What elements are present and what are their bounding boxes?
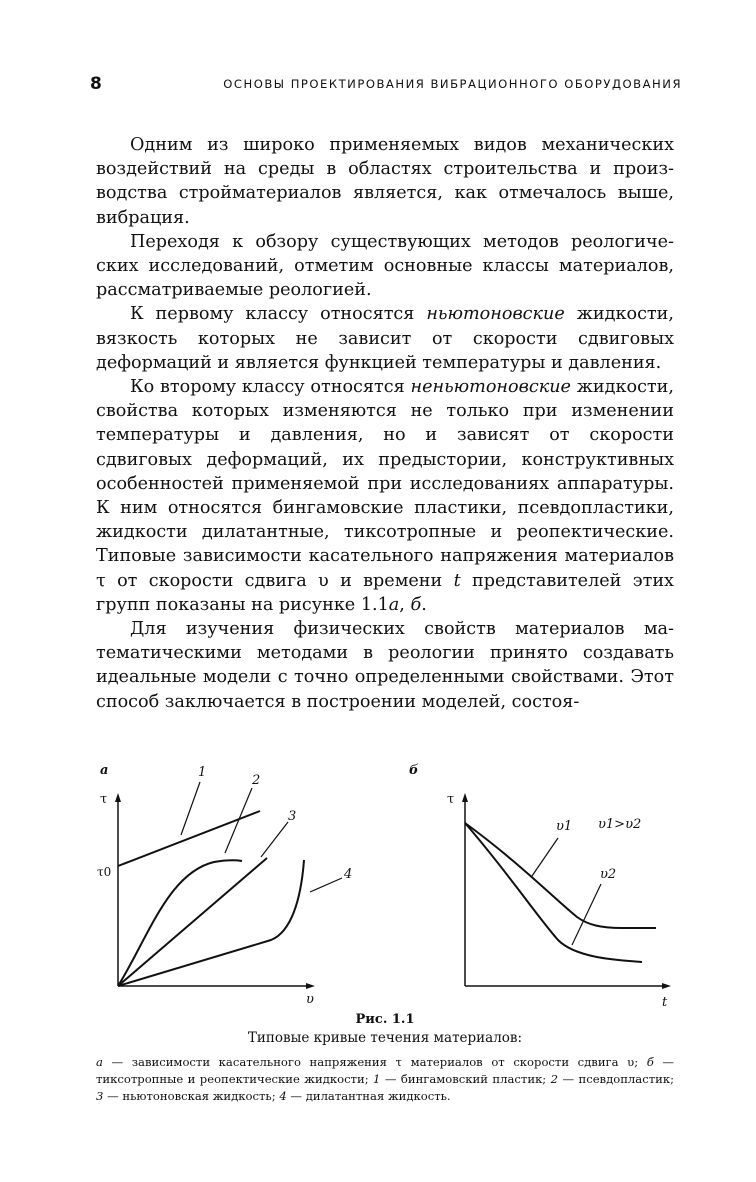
curve-2-label: 2 xyxy=(252,773,261,788)
figure-ref-b: б xyxy=(410,594,422,615)
figure-ref-separator: , xyxy=(399,594,411,615)
leader-3 xyxy=(261,822,288,857)
leader-4 xyxy=(310,878,342,892)
panel-b-label: б xyxy=(409,763,419,778)
curve-1-label: 1 xyxy=(198,765,207,780)
panel-b-y-label: τ xyxy=(447,792,455,807)
panel-a-y-label: τ xyxy=(100,792,108,807)
figure-number: Рис. 1.1 xyxy=(355,1012,415,1027)
legend-4-text: — дилатантная жидкость. xyxy=(286,1089,451,1103)
page-header xyxy=(90,74,682,98)
panel-b-leaders xyxy=(532,838,601,945)
figure-1-1 xyxy=(96,760,674,1016)
paragraph-4-part-a: Ко второму классу относятся xyxy=(130,377,411,398)
curve-4-label: 4 xyxy=(344,867,353,882)
paragraph-2: Переходя к обзору существующих методов реологических исследований, отметим основные классы материалов, рассматриваемые реологией. xyxy=(96,231,674,301)
paragraph-4-end: . xyxy=(421,594,427,615)
panel-a-leaders xyxy=(181,782,342,892)
term-non-newtonian: неньютоновские xyxy=(410,377,571,398)
velocity-relation: υ1>υ2 xyxy=(598,817,642,832)
leader-1 xyxy=(181,782,200,835)
panel-a-tau0-label: τ0 xyxy=(97,865,112,879)
panel-b-x-label: t xyxy=(662,995,668,1010)
time-symbol: t xyxy=(453,570,461,591)
leader-v1 xyxy=(532,838,558,876)
page-number: 8 xyxy=(90,74,102,94)
leader-v2 xyxy=(572,884,601,945)
curve-4-dilatant xyxy=(118,860,304,986)
legend-a-key: а xyxy=(96,1055,103,1069)
legend-a-text: — зависимости касательного напряжения τ материалов от скорости сдвига υ; xyxy=(102,1055,647,1069)
legend-1-text: — бингамовский пластик; xyxy=(380,1072,551,1086)
curve-v2-label: υ2 xyxy=(600,867,617,882)
legend-b-key: б xyxy=(646,1055,654,1069)
curve-3-label: 3 xyxy=(288,809,297,824)
leader-2 xyxy=(225,788,252,853)
panel-b-curves xyxy=(465,823,656,962)
legend-3-text: — ньютоновская жидкость; xyxy=(103,1089,280,1103)
figure-caption xyxy=(96,1011,674,1105)
legend-b-text: — тиксотропные и реопектические жидкости; xyxy=(96,1055,674,1086)
panel-b-y-arrow xyxy=(462,793,468,802)
panel-a-label: а xyxy=(100,763,109,778)
panel-a-x-arrow xyxy=(306,983,315,989)
paragraph-4-part-b: жидкости, свойства которых изменяются не только при изменении температуры и давления, но и зависят от скорости сдвиговых деформаций, их предыстории, конструктивных особенностей применяемой при исследованиях аппаратуры. К ним относятся бингамовские пластики, псевдопластики, жидкости дилатантные, тиксотропные и реопектические. Типовые зависимости касательного напряжения материалов τ от скорости сдвига υ и времени xyxy=(96,377,674,591)
legend-3-key: 3 xyxy=(96,1089,104,1103)
paragraph-3 xyxy=(96,302,674,375)
paragraph-1: Одним из широко применяемых видов механических воздействий на среды в областях строительства и производства стройматериалов является, как отмечалось выше, вибрация. xyxy=(96,135,674,228)
figure-legend xyxy=(96,1054,674,1105)
paragraph-3-part-a: К первому классу относятся xyxy=(130,304,427,325)
term-newtonian: ньютоновские xyxy=(426,304,565,325)
curve-3-newtonian xyxy=(118,858,267,986)
paragraph-4-part-c: представителей этих групп показаны на рисунке 1.1 xyxy=(96,570,674,615)
curve-v1-label: υ1 xyxy=(556,819,573,834)
body-text xyxy=(96,133,674,714)
running-title: ОСНОВЫ ПРОЕКТИРОВАНИЯ ВИБРАЦИОННОГО ОБОРУДОВАНИЯ xyxy=(223,77,682,91)
figure-ref-a: а xyxy=(388,594,400,615)
figure-svg xyxy=(96,760,674,1016)
panel-a-x-label: υ xyxy=(306,992,314,1007)
paragraph-4 xyxy=(96,375,674,617)
legend-2-key: 2 xyxy=(550,1072,559,1086)
legend-4-key: 4 xyxy=(279,1089,287,1103)
legend-2-text: — псевдопластик; xyxy=(558,1072,674,1086)
legend-1-key: 1 xyxy=(373,1072,381,1086)
panel-a-y-arrow xyxy=(115,793,121,802)
paragraph-3-part-b: жидкости, вязкость которых не зависит от скорости сдвиговых деформаций и является функцией температуры и давления. xyxy=(96,304,674,373)
panel-b-x-arrow xyxy=(662,983,671,989)
paragraph-5: Для изучения физических свойств материалов математическими методами в реологии принято создавать идеальные модели с точно определенными свойствами. Этот способ заключается в построении моделей, состоя- xyxy=(96,619,674,712)
curve-v1 xyxy=(465,823,656,928)
figure-title: Типовые кривые течения материалов: xyxy=(247,1030,523,1046)
